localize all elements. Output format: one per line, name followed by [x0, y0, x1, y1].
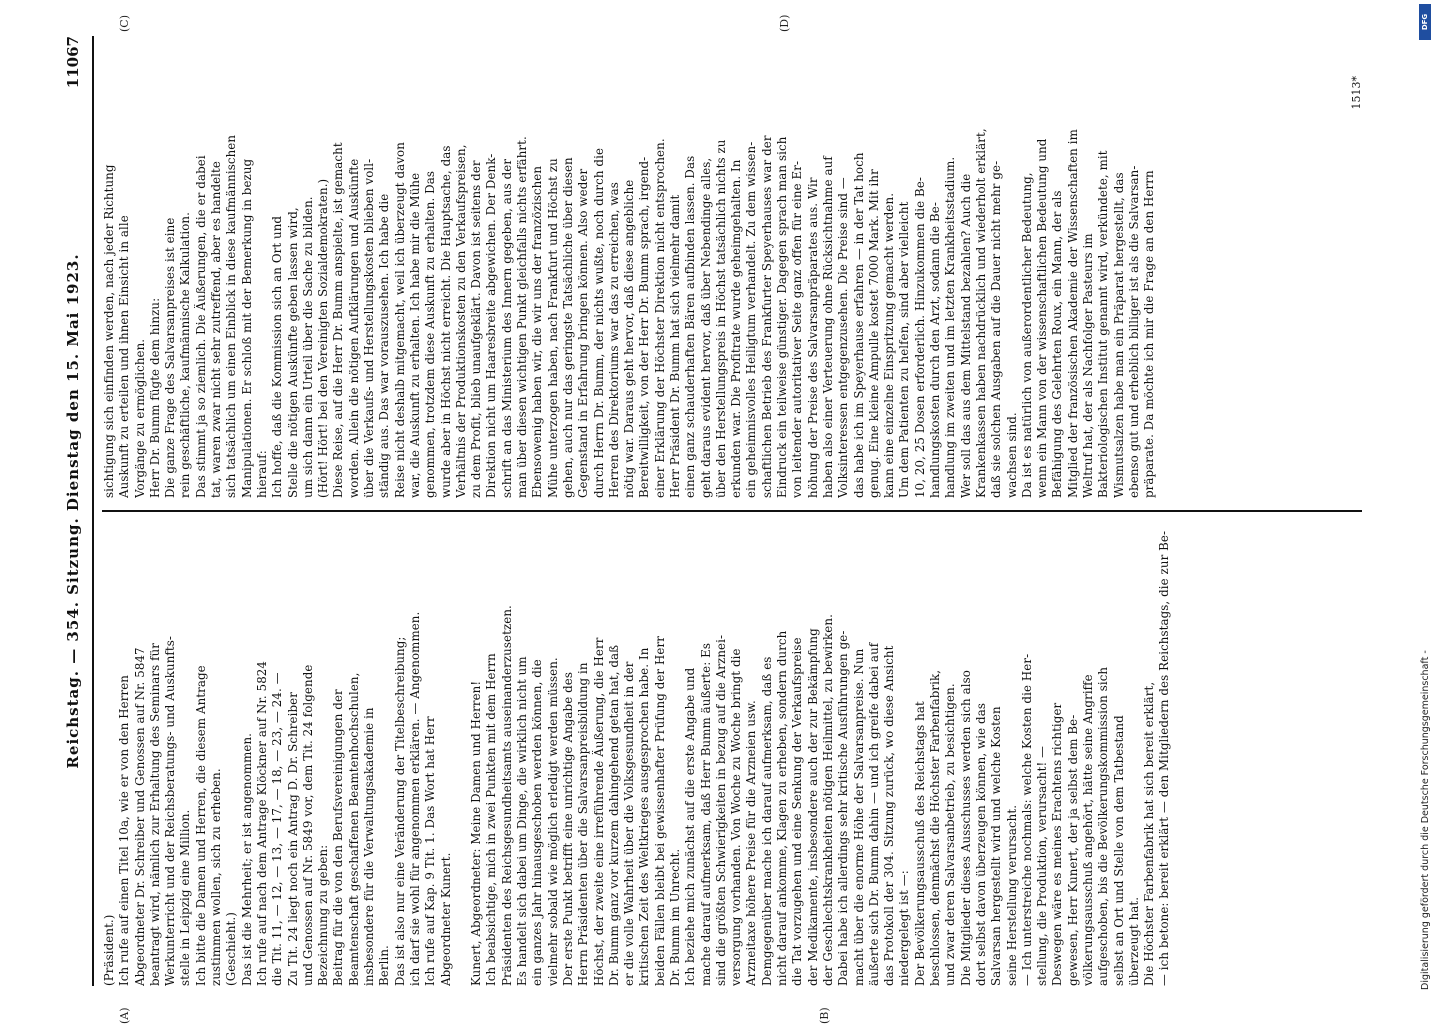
text-line: Ich rufe auf nach dem Antrage Klöckner auf Nr. 5824 — [254, 660, 269, 986]
text-line: handlungskosten durch den Arzt, sodann die Be- — [928, 202, 943, 498]
text-line: gewesen, Herr Kunert, der ja selbst dem Be- — [1065, 714, 1080, 986]
margin-marker-b: (B) — [818, 1007, 831, 1024]
text-line: handlung im zweiten und im letzten Krankheitsstadium. — [943, 156, 958, 498]
text-line: und zwar deren Salvarsanbetrieb, zu besichtigen. — [943, 683, 958, 986]
text-line: die Tit. 11, — 12, — 13, — 17, — 18, — 23, — 24. — — [270, 672, 285, 986]
text-line: Wer soll das aus dem Mittelstand bezahlen? Auch die — [958, 173, 973, 498]
text-line: haben also einer Verteuerung ohne Rücksichtnahme auf — [820, 156, 835, 498]
text-line: dort selbst davon überzeugen können, wie das — [973, 703, 988, 986]
text-line: Da ist es natürlich von außerordentlicher Bedeutung, — [1019, 172, 1034, 498]
text-line: Das ist also nur eine Veränderung der Titelbeschreibung; — [392, 636, 407, 986]
text-line: Ich rufe auf Kap. 9 Tit. 1. Das Wort hat Herr — [423, 716, 438, 986]
text-line: Die Höchster Farbenfabrik hat sich bereit erklärt, — [1142, 681, 1157, 986]
text-line: von leitender autoritativer Seite ganz offen für eine Er- — [790, 160, 805, 498]
text-line: Ebensowenig haben wir, die wir uns der franzözischen — [530, 165, 545, 498]
text-line: über den Herstellungspreis in Höchst tatsächlich nichts zu — [713, 139, 728, 498]
text-line: um sich dann ein Urteil über die Sache zu bilden. — [300, 196, 315, 498]
text-line: Der erste Punkt betrifft eine unrichtige Angabe des — [560, 671, 575, 986]
text-line: gehen, auch nur das geringste Tatsächliche über diesen — [560, 157, 575, 498]
text-line: Herren des Direktoriums war das zu erreichen, was — [606, 182, 621, 498]
text-line: zu dem Profit, blieb unaufgeklärt. Davon ist seitens der — [469, 160, 484, 498]
text-line: sichtigung sich einfinden werden, nach jeder Richtung — [102, 164, 116, 498]
text-line: überzeugt hat. — [1126, 896, 1141, 986]
text-line: Dr. Bumm ganz vor kurzem dahingehend getan hat, daß — [606, 644, 621, 986]
text-line: — ich betone: bereit erklärt — den Mitgliedern des Reichstags, die zur Be- — [1157, 530, 1172, 986]
text-line: mache darauf aufmerksam, daß Herr Bumm äußerte: Es — [698, 643, 713, 986]
text-line: macht über die enorme Höhe der Salvarsanpreise. Nun — [851, 648, 866, 986]
text-line: Stelle die nötigen Auskünfte geben lassen wird, — [285, 207, 300, 498]
text-line: das Protokoll der 304. Sitzung zurück, wo diese Ansicht — [882, 645, 897, 986]
text-line: Präsidenten des Reichsgesundheitsamts auseinanderzusetzen. — [499, 605, 514, 986]
text-line: — Ich unterstreiche nochmals: welche Kosten die Her- — [1019, 653, 1034, 986]
page-header — [58, 36, 94, 986]
text-line: Verhältnis der Produktionskosten zu den Verkaufspreisen, — [453, 144, 468, 498]
text-line: Werkunterricht und der Reichsberatungs- und Auskunfts- — [163, 636, 178, 986]
text-line: ein geheimnisvolles Heiligtum verhandelt. Zu dem wissen- — [744, 141, 759, 498]
text-line: zustimmen wollen, sich zu erheben. — [209, 768, 224, 986]
text-line: Salvarsan hergestellt wird und welche Kosten — [989, 706, 1004, 986]
text-line: wachsen sind. — [1004, 412, 1019, 498]
text-line: ebenso gut und erheblich billiger ist als die Salvarsan- — [1126, 165, 1141, 498]
text-line: seine Herstellung verursacht. — [1004, 804, 1019, 986]
text-line: selbst an Ort und Stelle von dem Tatbestand — [1111, 715, 1126, 986]
text-line: Abgeordneter Dr. Schreiber und Genossen auf Nr. 5847 — [132, 647, 147, 986]
text-line: tat, waren zwar nicht sehr zutreffend, aber es handelte — [209, 161, 224, 498]
text-line: einen ganz schauderhaften Bären aufbinden lassen. Das — [683, 155, 698, 498]
text-line: war, die Auskunft zu erhalten. Ich habe mir die Mühe — [407, 172, 422, 498]
text-line: Dabei habe ich allerdings sehr kritische Ausführungen ge- — [836, 630, 851, 986]
text-line: schaftlichen Betrieb des Frankfurter Speyerhauses war der — [759, 135, 774, 498]
text-line: Dr. Bumm im Unrecht. — [667, 848, 682, 986]
text-line: man über diesen wichtigen Punkt gleichfalls nichts erfährt. — [515, 136, 530, 498]
text-line: beantragt wird, nämlich zur Erhaltung des Seminars für — [147, 642, 162, 986]
text-line: nicht darauf ankomme, Klagen zu erheben, sondern durch — [775, 630, 790, 986]
text-line: nötig war. Daraus geht hervor, daß diese angebliche — [622, 179, 637, 498]
text-line: Das stimmt ja so ziemlich. Die Äußerungen, die er dabei — [193, 155, 208, 498]
text-line: Zu Tit. 24 liegt noch ein Antrag D. Dr. Schreiber — [285, 692, 300, 986]
text-line: Gegenstand in Erfahrung bringen können. Also weder — [576, 168, 591, 498]
text-line: hierauf: — [254, 450, 269, 498]
text-line: kritischen Zeit des Weltkrieges ausgesprochen habe. In — [637, 647, 652, 986]
text-line: einer Erklärung der Höchster Direktion nicht entsprochen. — [652, 138, 667, 498]
text-line: Ich hoffe, daß die Kommission sich an Ort und — [270, 215, 285, 498]
text-line: rein geschäftliche, kaufmännische Kalkulation. — [178, 212, 193, 498]
text-line: Um dem Patienten zu helfen, sind aber vielleicht — [897, 201, 912, 498]
text-line: Bezeichnung zu geben: — [316, 844, 331, 986]
text-line: beiden Fällen bleibt bei gewissenhafter Prüfung der Herr — [652, 636, 667, 986]
text-line: insbesondere für die Verwaltungsakademie in — [362, 707, 377, 986]
text-line: Die ganze Frage des Salvarsanpreises ist eine — [163, 217, 178, 498]
text-line: worden. Allein die nötigen Aufklärungen und Auskünfte — [346, 158, 361, 498]
text-line: äußerte sich Dr. Bumm dahin — und ich greife dabei auf — [866, 642, 881, 986]
text-line: Deswegen wäre es meines Erachtens richtiger — [1050, 702, 1065, 986]
text-line: genug. Eine kleine Ampulle kostet 7000 Mark. Mit ihr — [866, 169, 881, 498]
text-line: wurde aber in Höchst nicht erreicht. Die Hauptsache, das — [438, 145, 453, 498]
text-line: Ich bitte die Damen und Herren, die diesem Antrage — [193, 665, 208, 986]
text-line: versorgung vorhanden. Von Woche zu Woche bringt die — [729, 648, 744, 986]
text-line: niedergelegt ist —: — [897, 870, 912, 986]
margin-marker-a: (A) — [118, 1007, 131, 1024]
text-line: vielmehr sobald wie möglich erledigt werden müssen. — [545, 657, 560, 986]
text-line: Arzneitaxe höhere Preise für die Arzneien usw. — [744, 700, 759, 986]
right-column — [102, 36, 1362, 498]
text-line: Abgeordneter Kunert. — [438, 852, 453, 986]
text-line: Auskunft zu erteilen und ihnen Einsicht in alle — [117, 215, 132, 498]
text-line: schrift an das Ministerium des Innern gegeben, aus der — [499, 158, 514, 498]
text-line: kann eine einzelne Einspritzung gemacht werden. — [882, 192, 897, 498]
dfg-logo: DFG — [1419, 4, 1431, 40]
text-line: Mühe unterzogen haben, nach Frankfurt und Höchst zu — [545, 158, 560, 498]
text-line: Ich beabsichtige, mich in zwei Punkten mit dem Herrn — [484, 653, 499, 986]
text-line: Eindruck ein teilweise günstiger. Dagegen sprach man sich — [775, 136, 790, 498]
text-line: der Geschlechtskrankheiten nötigen Heilmittel, zu bewirken. — [820, 614, 835, 986]
text-line: genommen, trotzdem diese Auskunft zu erhalten. Das — [423, 170, 438, 498]
document-page — [58, 14, 1388, 1024]
text-line: aufgeschoben, bis die Bevölkerungskommission sich — [1096, 666, 1111, 986]
text-line: erkunden war. Die Profitrate wurde geheimgehalten. In — [729, 159, 744, 498]
margin-marker-d: (D) — [778, 14, 791, 32]
column-divider — [102, 510, 1362, 512]
text-line: sich tatsächlich um einen Einblick in diese kaufmännischen — [224, 134, 239, 498]
text-line: Befähigung des Gelehrten Roux, ein Mann, der als — [1050, 190, 1065, 498]
text-line: Weltruf hat, der als Nachfolger Pasteurs im — [1081, 233, 1095, 498]
text-line: 10, 20, 25 Dosen erforderlich. Hinzukommen die Be- — [912, 177, 927, 498]
text-line: über die Verkaufs- und Herstellungskosten blieben voll- — [362, 158, 377, 498]
text-line: Ich beziehe mich zunächst auf die erste Angabe und — [683, 667, 698, 986]
text-line: Der Bevölkerungsausschuß des Reichstags hat — [912, 701, 927, 986]
digitization-credit: Digitalisierung gefördert durch die Deutsche Forschungsgemeinschaft - — [1420, 650, 1431, 990]
text-line: Berlin. — [377, 945, 392, 986]
page-number: 11067 — [64, 36, 82, 89]
text-line: das habe ich im Speyerhause erfahren — in der Tat hoch — [851, 152, 866, 498]
text-line: stellung, die Produktion, verursacht! — — [1035, 745, 1050, 986]
text-line: Krankenkassen haben nachdrücklich und wiederholt erklärt, — [973, 128, 988, 498]
text-line: Herr Präsident Dr. Bumm hat sich vielmehr damit — [667, 194, 682, 498]
text-line: der Medikamente, insbesondere auch der zur Bekämpfung — [805, 628, 820, 986]
text-line: Reise nicht deshalb mitgemacht, weil ich überzeugt davon — [392, 142, 407, 498]
text-line: völkerungsausschuß angehört, hätte seine Angriffe — [1081, 674, 1095, 986]
text-line: Bereitwilligkeit, von der Herr Dr. Bumm sprach, irgend- — [637, 156, 652, 498]
text-line: ich darf sie wohl für angenommen erklären. — Angenommen. — [407, 611, 422, 986]
text-line: Demgegenüber mache ich darauf aufmerksam, daß es — [759, 656, 774, 986]
text-line: stelle in Leipzig eine Million. — [178, 809, 193, 986]
text-line: Vorgänge zu ermöglichen. — [132, 338, 147, 498]
text-line: (Hört! Hört! bei den Vereinigten Sozialdemokraten.) — [316, 178, 331, 498]
text-line: Direktion nicht um Haaresbreite abgewichen. Der Denk- — [484, 153, 499, 498]
text-line: die Tat vorzugehen und eine Senkung der Verkaufspreise — [790, 637, 805, 986]
text-line: Herrn Präsidenten über die Salvarsanpreisbildung in — [576, 662, 591, 986]
text-line: Wismutsalzen habe man ein Präparat hergestellt, das — [1111, 172, 1126, 498]
margin-marker-c: (C) — [118, 15, 131, 32]
text-line: (Geschieht.) — [224, 912, 239, 986]
text-line: Höchst, der zweite eine irreführende Äußerung, die Herr — [591, 637, 606, 986]
text-line: Diese Reise, auf die Herr Dr. Bumm anspielte, ist gemacht — [331, 142, 346, 498]
text-line: Mitglied der französischen Akademie der Wissenschaften im — [1065, 129, 1080, 498]
text-line: Bakteriologischen Institut genannt wird, verkündete, mit — [1096, 150, 1111, 498]
text-line: ständig aus. Das war vorauszusehen. Ich habe die — [377, 193, 392, 498]
footer-reference: 1513* — [1350, 76, 1363, 110]
text-line: Das ist die Mehrheit; er ist angenommen. — [239, 732, 254, 986]
text-line: höhung der Preise des Salvarsanpräparates aus. Wir — [805, 177, 820, 498]
text-line: sind die größten Schwierigkeiten in bezug auf die Arznei- — [713, 634, 728, 986]
text-line: Beamtenschaft geschaffenen Beamtenhochschulen, — [346, 672, 361, 986]
text-line: Es handelt sich dabei um Dinge, die wirklich nicht um — [515, 656, 530, 986]
text-line: Volksinteressen entgegenzusehen. Die Preise sind — — [836, 177, 851, 498]
text-line: durch Herrn Dr. Bumm, der nichts wußte, noch durch die — [591, 147, 606, 498]
text-line: er die volle Wahrheit über die Volksgesundheit in der — [622, 661, 637, 986]
text-line: daß sie solchen Ausgaben auf die Dauer nicht mehr ge- — [989, 160, 1004, 498]
text-line — [454, 524, 469, 986]
text-line: Ich rufe auf einen Titel 10a, wie er von den Herren — [117, 674, 132, 986]
left-column — [102, 524, 1362, 986]
text-line: beschlossen, denmächst die Höchster Farbenfabrik, — [928, 669, 943, 986]
text-line: Manipulationen. Er schloß mit der Bemerkung in bezug — [239, 158, 254, 498]
text-line: Herr Dr. Bumm fügte dem hinzu: — [147, 297, 162, 498]
page-title: Reichstag. — 354. Sitzung. Dienstag den 15. Mai 1923. — [64, 253, 82, 769]
text-line: ein ganzes Jahr hinausgeschoben werden können, die — [530, 659, 545, 986]
text-line: und Genossen auf Nr. 5849 vor, dem Tit. 24 folgende — [300, 664, 315, 986]
text-line: geht daraus evident hervor, daß über Nebendinge alles, — [698, 157, 713, 498]
text-line: präparate. Da möchte ich mir die Frage an den Herrn — [1142, 170, 1157, 498]
text-line: Die Mitglieder dieses Ausschusses werden sich also — [958, 670, 973, 986]
text-line: Kunert, Abgeordneter: Meine Damen und Herren! — [469, 680, 484, 986]
text-line: (Präsident.) — [102, 914, 116, 986]
text-line: Beitrag für die von den Berufsvereinigungen der — [331, 689, 346, 986]
text-line: wenn ein Mann von der wissenschaftlichen Bedeutung und — [1035, 138, 1050, 498]
